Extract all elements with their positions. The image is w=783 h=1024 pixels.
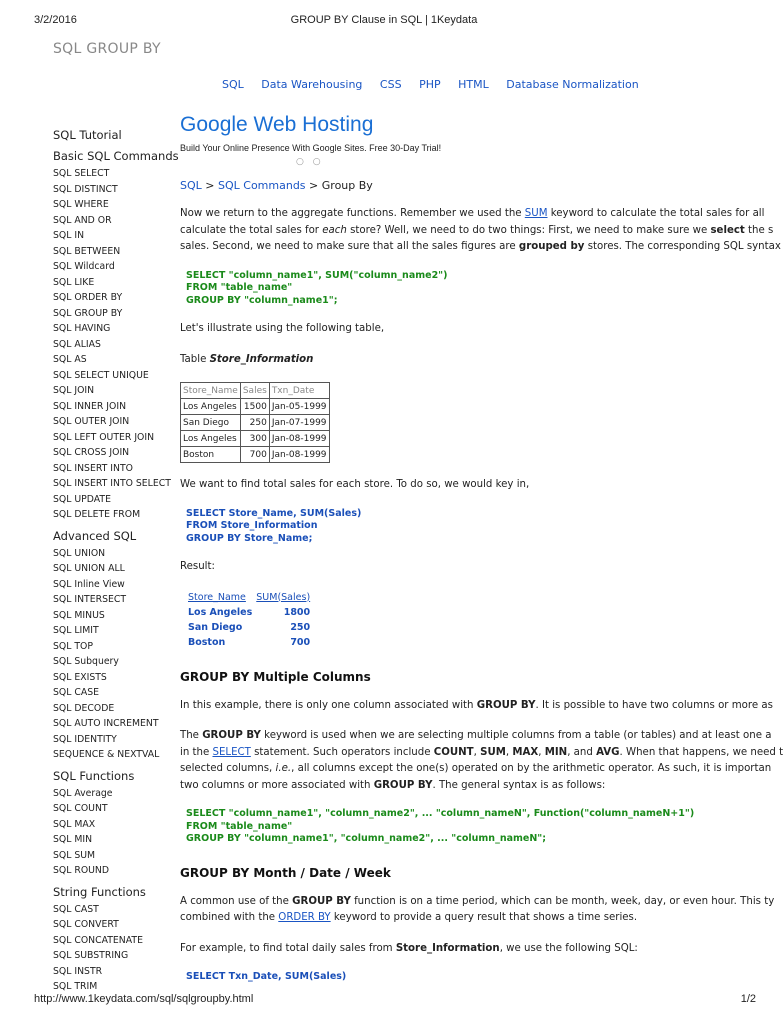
print-date: 3/2/2016: [34, 14, 77, 26]
sidebar-heading-advanced[interactable]: Advanced SQL: [53, 528, 137, 543]
text: keyword is used when we are selecting multiple columns from a table (or tables) and at least one a: [260, 730, 772, 741]
table-cell: Boston: [181, 447, 241, 463]
nav-link-html[interactable]: HTML: [458, 78, 489, 91]
table-row: [181, 447, 330, 463]
sidebar-item-sql-limit[interactable]: SQL LIMIT: [53, 625, 99, 636]
text: selected columns,: [180, 763, 276, 774]
sidebar-item-sql-select[interactable]: SQL SELECT: [53, 168, 110, 179]
sidebar-item-sql-instr[interactable]: SQL INSTR: [53, 965, 103, 977]
sidebar-item-sql-insert-into-select[interactable]: SQL INSERT INTO SELECT: [53, 478, 171, 489]
sidebar-item-sql-select-unique[interactable]: SQL SELECT UNIQUE: [53, 369, 149, 381]
sidebar-item-sql-substring[interactable]: SQL SUBSTRING: [53, 950, 129, 961]
sidebar-item-sql-left-outer-join[interactable]: SQL LEFT OUTER JOIN: [53, 431, 155, 443]
sidebar-heading-string[interactable]: String Functions: [53, 884, 146, 899]
sidebar-item-sql-trim[interactable]: SQL TRIM: [53, 981, 98, 992]
print-url: http://www.1keydata.com/sql/sqlgroupby.html: [34, 993, 254, 1005]
sidebar-item-sql-auto-increment[interactable]: SQL AUTO INCREMENT: [53, 718, 159, 729]
text: statement. Such operators include: [250, 746, 434, 758]
breadcrumb-sql-commands[interactable]: SQL Commands: [218, 179, 306, 192]
text: two columns or more associated with: [180, 779, 374, 791]
breadcrumb-separator: >: [201, 179, 218, 192]
table-row: [181, 415, 330, 431]
breadcrumb-sql[interactable]: SQL: [180, 179, 202, 192]
text-bold: grouped by: [518, 241, 585, 252]
table-row: [186, 620, 312, 635]
ad-carousel-dots[interactable]: ○ ○: [296, 157, 324, 167]
sidebar-list-advanced: [53, 546, 173, 763]
nav-link-php[interactable]: PHP: [419, 78, 441, 91]
table-cell: Los Angeles: [181, 431, 241, 447]
sidebar-item-sql-insert-into[interactable]: SQL INSERT INTO: [53, 462, 133, 474]
text-bold: SUM: [480, 746, 506, 758]
table-cell: 300: [240, 431, 269, 447]
ad-subtitle: Build Your Online Presence With Google Sites. Free 30-Day Trial!: [180, 143, 442, 153]
sidebar-item-sql-case[interactable]: SQL CASE: [53, 687, 99, 698]
sidebar-item-sql-cast[interactable]: SQL CAST: [53, 903, 99, 915]
text-em: i.e.: [275, 763, 292, 774]
nav-link-database-normalization[interactable]: Database Normalization: [506, 78, 639, 91]
table-header-row: [186, 590, 312, 605]
daily-sales-paragraph: [180, 941, 768, 958]
text-bold: AVG: [596, 746, 620, 758]
table-header-cell: Store_Name: [181, 383, 241, 399]
sidebar-list-string: [53, 902, 173, 995]
sidebar-item-sql-sum[interactable]: SQL SUM: [53, 849, 96, 861]
sidebar-item-sql-union-all[interactable]: SQL UNION ALL: [53, 563, 125, 574]
link-sum[interactable]: SUM: [524, 208, 548, 219]
text: ,: [473, 746, 481, 758]
text: ,: [538, 746, 545, 758]
sidebar-item-sql-having[interactable]: SQL HAVING: [53, 323, 111, 334]
table-cell: Boston: [188, 636, 226, 648]
table-cell: 1800: [283, 606, 311, 618]
sidebar-item-sql-like[interactable]: SQL LIKE: [53, 276, 95, 288]
store-information-table: [180, 382, 330, 463]
breadcrumb: [180, 179, 768, 192]
text-bold: Store_Information: [395, 942, 500, 954]
text: combined with the: [180, 912, 279, 923]
table-cell: Jan-08-1999: [269, 447, 329, 463]
sidebar-item-sql-inner-join[interactable]: SQL INNER JOIN: [53, 400, 127, 412]
sidebar-item-sql-delete-from[interactable]: SQL DELETE FROM: [53, 509, 141, 520]
table-row: [181, 431, 330, 447]
text: sales. Second, we need to make sure that all the sales figures are: [180, 241, 519, 252]
code-line: FROM "table_name": [186, 820, 293, 832]
sidebar-item-sql-tutorial[interactable]: SQL Tutorial: [53, 128, 122, 142]
table-caption: [180, 352, 768, 369]
sidebar-item-sql-order-by[interactable]: SQL ORDER BY: [53, 292, 123, 303]
multiple-columns-paragraph-1: [180, 698, 773, 715]
table-cell: 700: [290, 636, 311, 648]
text: . The general syntax is as follows:: [432, 779, 606, 791]
sidebar-list-functions: [53, 786, 173, 879]
want-text: We want to find total sales for each store. To do so, we would key in,: [180, 479, 530, 490]
sidebar-item-sql-alias[interactable]: SQL ALIAS: [53, 338, 101, 350]
text: For example, to find total daily sales from: [180, 942, 396, 954]
section-heading-multiple-columns: GROUP BY Multiple Columns: [180, 669, 371, 684]
table-row: [186, 605, 312, 620]
text-bold: GROUP BY: [292, 895, 351, 907]
text: calculate the total sales for: [180, 224, 323, 236]
sidebar-item-sql-where[interactable]: SQL WHERE: [53, 199, 109, 210]
sidebar-item-sql-top[interactable]: SQL TOP: [53, 640, 93, 652]
code-line: FROM "table_name": [186, 282, 293, 293]
main-content: [180, 110, 783, 990]
table-cell: San Diego: [181, 415, 241, 431]
sidebar-item-sql-group-by[interactable]: SQL GROUP BY: [53, 307, 123, 319]
sidebar-list-basic: [53, 166, 173, 523]
sidebar-item-sql-exists[interactable]: SQL EXISTS: [53, 671, 107, 683]
sidebar-item-sql-distinct[interactable]: SQL DISTINCT: [53, 183, 118, 195]
daily-sales-code-block: [186, 971, 768, 984]
sidebar-item-sql-outer-join[interactable]: SQL OUTER JOIN: [53, 416, 130, 427]
sidebar-heading-basic[interactable]: Basic SQL Commands: [53, 149, 179, 163]
table-header-cell: Txn_Date: [269, 383, 329, 399]
sidebar-item-sql-in[interactable]: SQL IN: [53, 230, 85, 241]
text: Table: [180, 353, 210, 365]
print-title: GROUP BY Clause in SQL | 1Keydata: [290, 14, 478, 26]
text-bold: GROUP BY: [373, 779, 433, 791]
table-cell: 700: [240, 447, 269, 463]
nav-link-sql[interactable]: SQL: [222, 78, 244, 91]
sidebar-item-sql-update[interactable]: SQL UPDATE: [53, 493, 111, 505]
table-header-cell: Store_Name: [188, 591, 246, 603]
text: The: [180, 730, 203, 741]
intro-paragraph: [180, 206, 781, 256]
sidebar: [53, 122, 179, 995]
table-header-cell: Sales: [240, 383, 269, 399]
table-header-cell: SUM(Sales): [256, 591, 311, 603]
code-line: FROM Store_Information: [186, 520, 318, 531]
sidebar-heading-functions[interactable]: SQL Functions: [53, 768, 135, 783]
text-bold: GROUP BY: [476, 699, 536, 711]
sidebar-item-sql-minus[interactable]: SQL MINUS: [53, 609, 105, 621]
text-bold: GROUP BY: [202, 730, 261, 741]
time-period-paragraph: [180, 894, 775, 927]
table-cell: Los Angeles: [188, 606, 253, 618]
multi-syntax-code-block: [186, 808, 768, 846]
section-heading-month-date-week: GROUP BY Month / Date / Week: [180, 865, 391, 880]
table-cell: Jan-08-1999: [269, 431, 329, 447]
text-bold: MAX: [512, 746, 539, 758]
syntax-code-block: [186, 270, 768, 308]
text: A common use of the: [180, 895, 293, 907]
nav-link-css[interactable]: CSS: [379, 78, 402, 91]
sidebar-item-sql-min[interactable]: SQL MIN: [53, 834, 93, 845]
code-line: GROUP BY "column_name1";: [186, 294, 338, 306]
sidebar-item-sql-union[interactable]: SQL UNION: [53, 547, 106, 559]
sidebar-item-sql-join[interactable]: SQL JOIN: [53, 385, 95, 396]
table-cell: Jan-07-1999: [269, 415, 329, 431]
sidebar-item-sql-wildcard[interactable]: SQL Wildcard: [53, 261, 115, 272]
text: function is on a time period, which can be month, week, day, or even hour. This ty: [350, 895, 775, 907]
text-bold: MIN: [544, 746, 568, 758]
text: store? Well, we need to do two things: First, we need to make sure we: [346, 224, 711, 236]
table-name: Store_Information: [209, 353, 314, 365]
code-line: SELECT "column_name1", SUM("column_name2"): [186, 269, 448, 281]
sidebar-item-sql-identity[interactable]: SQL IDENTITY: [53, 733, 117, 745]
text: , and: [567, 746, 597, 758]
sidebar-item-sequence-nextval[interactable]: SEQUENCE & NEXTVAL: [53, 749, 160, 760]
link-order-by[interactable]: ORDER BY: [278, 912, 331, 923]
text: keyword to provide a query result that shows a time series.: [330, 912, 638, 923]
text-bold: select: [710, 224, 745, 236]
code-line: GROUP BY Store_Name;: [186, 532, 313, 544]
sidebar-item-sql-as[interactable]: SQL AS: [53, 354, 87, 365]
text-em: each: [322, 224, 347, 236]
ad-title[interactable]: Google Web Hosting: [180, 113, 374, 136]
breadcrumb-current: Group By: [321, 179, 373, 192]
sidebar-item-sql-convert[interactable]: SQL CONVERT: [53, 919, 119, 930]
text: In this example, there is only one column associated with: [180, 699, 477, 711]
text-bold: COUNT: [433, 746, 474, 758]
code-line: SELECT Txn_Date, SUM(Sales): [186, 971, 347, 982]
sidebar-item-sql-between[interactable]: SQL BETWEEN: [53, 245, 121, 257]
sidebar-item-sql-subquery[interactable]: SQL Subquery: [53, 656, 119, 667]
result-table: [186, 590, 312, 650]
sidebar-item-sql-decode[interactable]: SQL DECODE: [53, 702, 115, 714]
top-nav: [222, 78, 653, 91]
table-cell: Jan-05-1999: [269, 399, 329, 415]
table-row: [186, 635, 312, 650]
sidebar-item-sql-average[interactable]: SQL Average: [53, 787, 113, 799]
sidebar-item-sql-max[interactable]: SQL MAX: [53, 818, 96, 830]
text: . It is possible to have two columns or more as: [535, 699, 773, 711]
text: in the: [180, 746, 213, 758]
text: the s: [744, 224, 774, 236]
link-select[interactable]: SELECT: [212, 746, 251, 758]
code-line: SELECT Store_Name, SUM(Sales): [186, 507, 362, 519]
text: , all columns except the one(s) operated on by the arithmetic operator. As such, it is importan: [291, 763, 772, 774]
breadcrumb-separator: >: [305, 179, 322, 192]
sidebar-item-sql-count[interactable]: SQL COUNT: [53, 803, 108, 814]
text: ,: [505, 746, 513, 758]
sidebar-item-sql-inline-view[interactable]: SQL Inline View: [53, 578, 125, 590]
query-code-block: [186, 508, 768, 546]
code-line: SELECT "column_name1", "column_name2", ... "column_nameN", Function("column_nameN+1"): [186, 808, 695, 819]
table-cell: 1500: [240, 399, 269, 415]
sidebar-item-sql-cross-join[interactable]: SQL CROSS JOIN: [53, 447, 130, 458]
table-cell: 250: [290, 621, 311, 633]
result-label: Result:: [180, 561, 215, 572]
multiple-columns-paragraph-2: [180, 728, 783, 794]
site-title: SQL GROUP BY: [53, 41, 161, 57]
print-page-number: 1/2: [740, 993, 756, 1005]
sidebar-item-sql-round[interactable]: SQL ROUND: [53, 865, 110, 876]
text: Now we return to the aggregate functions. Remember we used the: [180, 208, 525, 219]
illustrate-text: Let's illustrate using the following table,: [180, 323, 385, 334]
table-cell: 250: [240, 415, 269, 431]
table-header-row: [181, 383, 330, 399]
sidebar-item-sql-and-or[interactable]: SQL AND OR: [53, 214, 112, 226]
code-line: GROUP BY "column_name1", "column_name2", ... "column_nameN";: [186, 833, 547, 844]
sidebar-item-sql-concatenate[interactable]: SQL CONCATENATE: [53, 934, 143, 946]
table-cell: San Diego: [188, 621, 243, 633]
text: stores. The corresponding SQL syntax: [584, 241, 781, 252]
text: . When that happens, we need t: [619, 746, 783, 758]
sidebar-item-sql-intersect[interactable]: SQL INTERSECT: [53, 594, 127, 605]
table-row: [181, 399, 330, 415]
table-cell: Los Angeles: [181, 399, 241, 415]
text: , we use the following SQL:: [499, 942, 638, 954]
text: keyword to calculate the total sales for all: [547, 208, 765, 219]
nav-link-data-warehousing[interactable]: Data Warehousing: [261, 78, 363, 91]
